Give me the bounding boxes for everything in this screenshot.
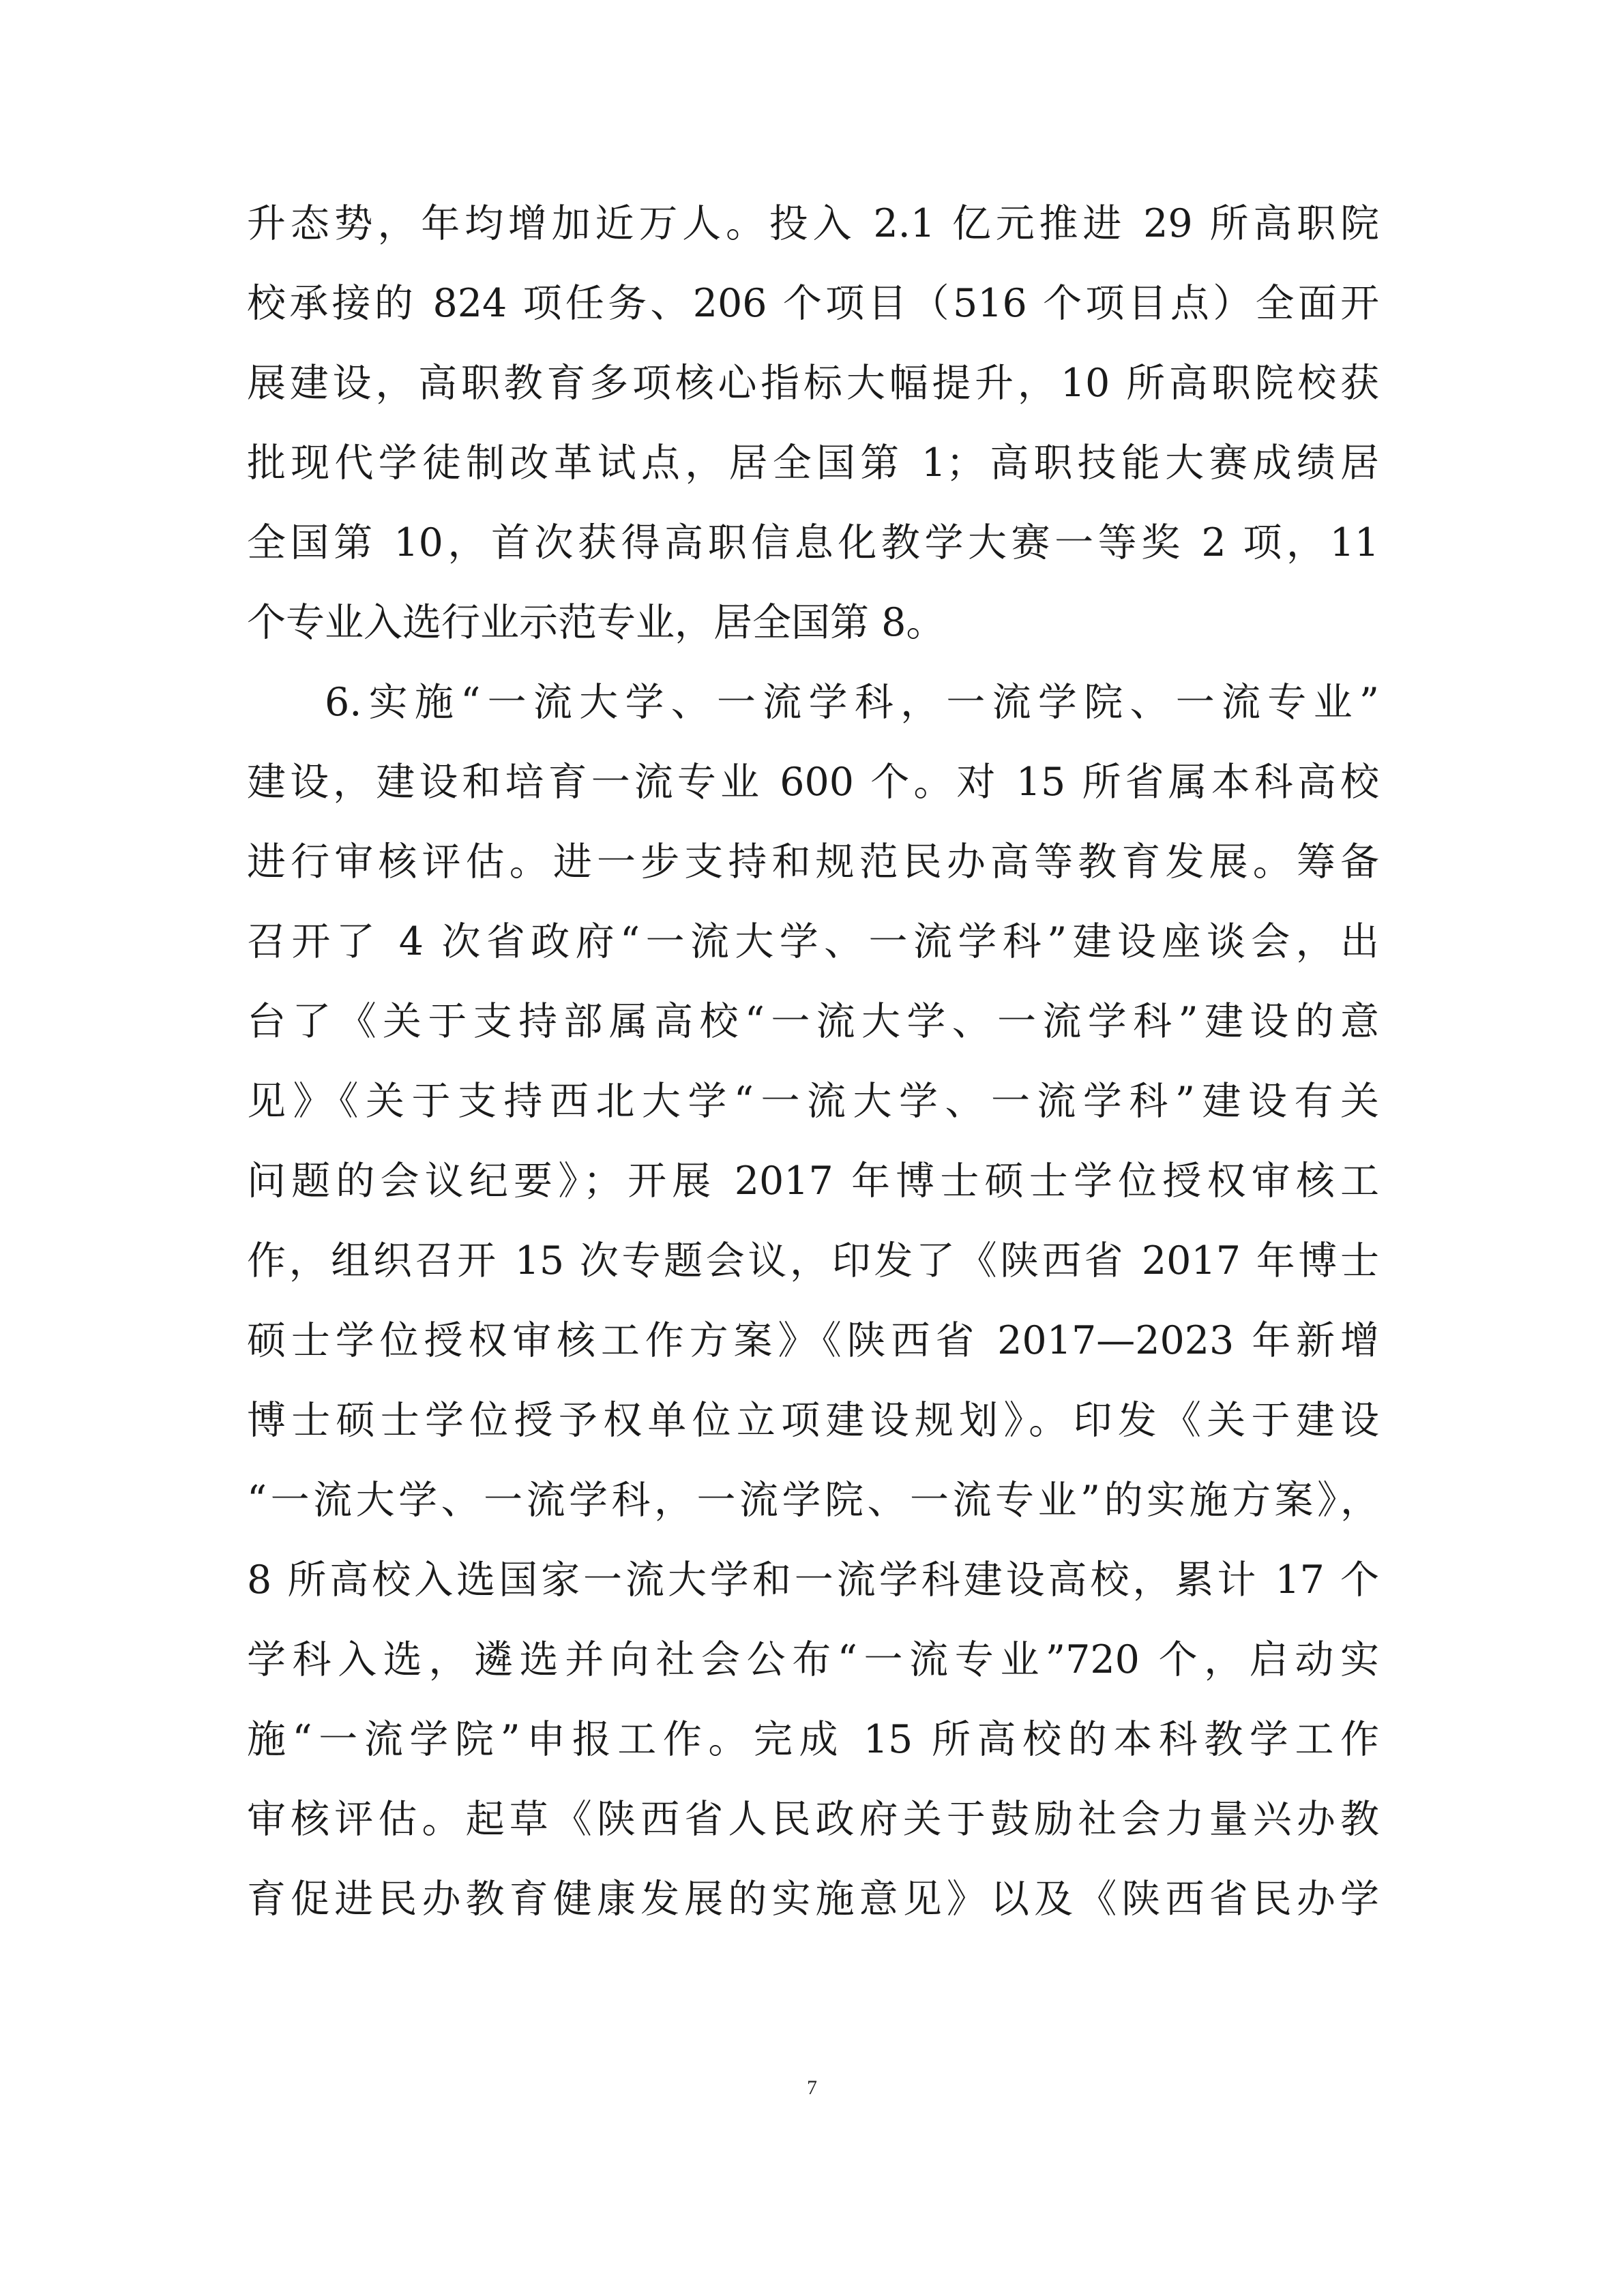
text-line: 升态势，年均增加近万人。投入 2.1 亿元推进 29 所高职院 [247,201,1379,246]
text-line: 台了《关于支持部属高校“一流大学、一流学科”建设的意 [247,999,1379,1044]
body-text [247,184,1379,1939]
text-line: 召开了 4 次省政府“一流大学、一流学科”建设座谈会，出 [247,919,1379,964]
text-line: 问题的会议纪要》；开展 2017 年博士硕士学位授权审核工 [247,1159,1379,1204]
text-line: 审核评估。起草《陕西省人民政府关于鼓励社会力量兴办教 [247,1797,1379,1842]
text-line: 6.实施“一流大学、一流学科，一流学院、一流专业” [325,680,1379,725]
text-line: 施“一流学院”申报工作。完成 15 所高校的本科教学工作 [247,1717,1379,1762]
text-line: “一流大学、一流学科，一流学院、一流专业”的实施方案》， [247,1478,1379,1523]
text-line: 博士硕士学位授予权单位立项建设规划》。印发《关于建设 [247,1398,1379,1443]
page-number: 7 [807,2076,817,2099]
text-line: 建设，建设和培育一流专业 600 个。对 15 所省属本科高校 [247,760,1379,805]
text-line: 作，组织召开 15 次专题会议，印发了《陕西省 2017 年博士 [247,1238,1379,1283]
text-line: 个专业入选行业示范专业，居全国第 8。 [247,600,945,645]
text-line: 批现代学徒制改革试点，居全国第 1；高职技能大赛成绩居 [247,441,1379,486]
text-line: 见》《关于支持西北大学“一流大学、一流学科”建设有关 [247,1079,1379,1124]
text-line: 8 所高校入选国家一流大学和一流学科建设高校，累计 17 个 [247,1557,1379,1602]
text-line: 全国第 10，首次获得高职信息化教学大赛一等奖 2 项，11 [247,520,1379,565]
text-line: 育促进民办教育健康发展的实施意见》以及《陕西省民办学 [247,1877,1379,1922]
text-line: 学科入选，遴选并向社会公布“一流专业”720 个，启动实 [247,1637,1379,1682]
text-line: 校承接的 824 项任务、206 个项目（516 个项目点）全面开 [247,281,1379,326]
text-line: 进行审核评估。进一步支持和规范民办高等教育发展。筹备 [247,839,1379,884]
text-line: 展建设，高职教育多项核心指标大幅提升，10 所高职院校获 [247,361,1379,406]
text-line: 硕士学位授权审核工作方案》《陕西省 2017—2023 年新增 [247,1318,1379,1363]
